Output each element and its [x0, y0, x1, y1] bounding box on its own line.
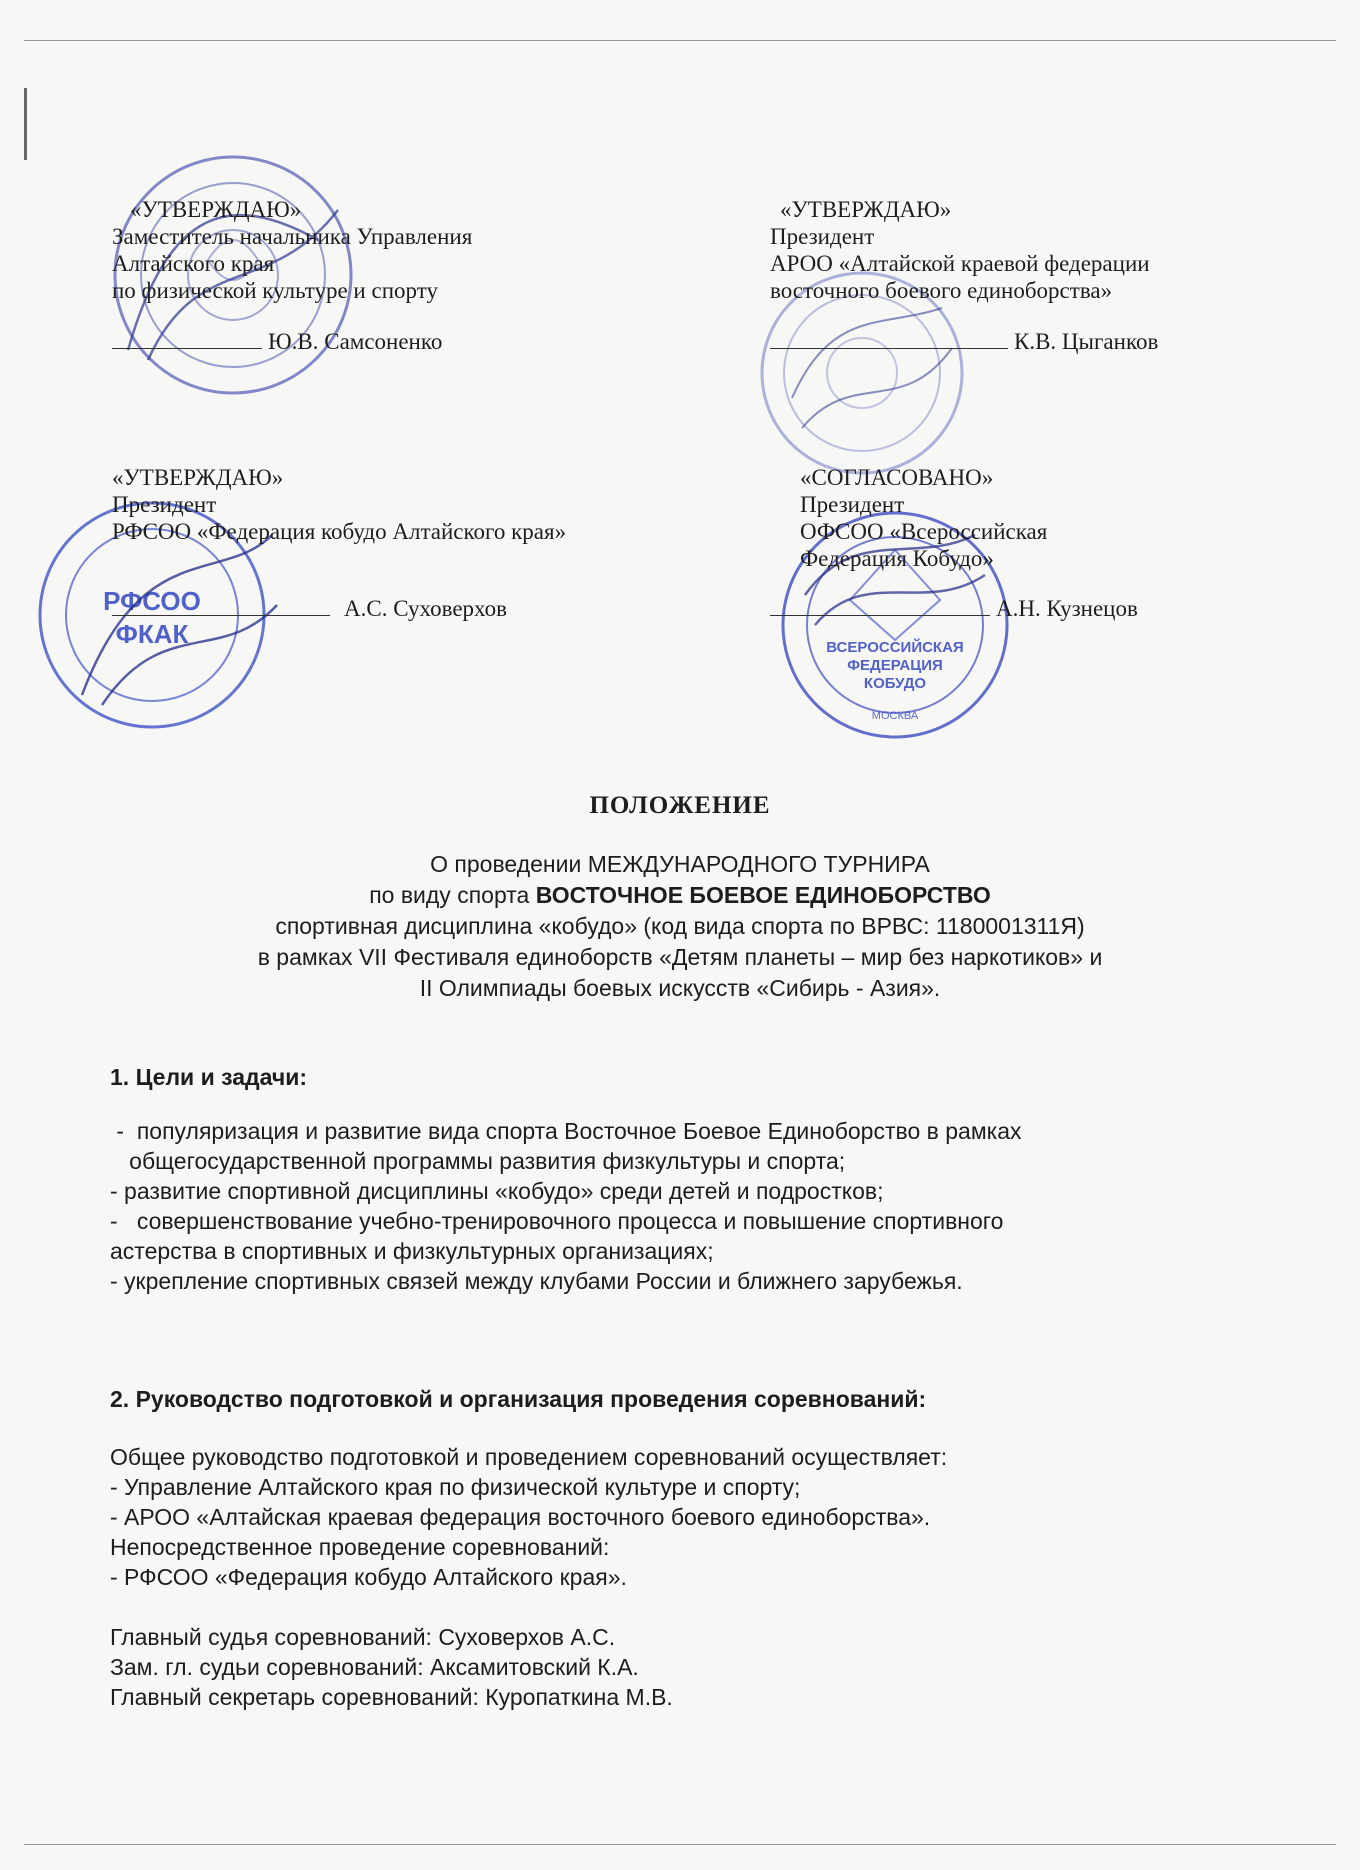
approval-line: Федерация Кобудо»	[800, 546, 994, 571]
signature-line	[770, 328, 1158, 355]
goal-item: астерства в спортивных и физкультурных организациях;	[110, 1238, 714, 1264]
approval-line: Президент	[800, 492, 905, 517]
goal-item: - укрепление спортивных связей между клубами России и ближнего зарубежья.	[110, 1268, 963, 1294]
stamp-text-rfsoo: РФСОО	[103, 586, 201, 616]
signature-blank	[770, 597, 990, 616]
organization-line: - АРОО «Алтайская краевая федерация восточного боевого единоборства».	[110, 1504, 931, 1530]
approval-heading: «УТВЕРЖДАЮ»	[130, 197, 302, 222]
approval-line: Президент	[112, 492, 217, 517]
official-line: Главный секретарь соревнований: Куропаткина М.В.	[110, 1684, 673, 1710]
subtitle-line-1: О проведении МЕЖДУНАРОДНОГО ТУРНИРА	[430, 851, 930, 877]
subtitle-line-5: II Олимпиады боевых искусств «Сибирь - Азия».	[419, 975, 941, 1001]
signature-blank	[770, 330, 1008, 349]
stamp-text-city: МОСКВА	[871, 710, 919, 722]
approval-line: ОФСОО «Всероссийская	[800, 519, 1048, 544]
approval-block-bottom-left	[112, 464, 566, 622]
top-border-line	[24, 40, 1336, 41]
approval-block-bottom-right	[800, 464, 1138, 622]
organization-line: Непосредственное проведение соревнований:	[110, 1534, 610, 1560]
section-organization	[110, 1384, 1270, 1712]
approval-line: Заместитель начальника Управления	[112, 224, 473, 249]
goal-item: общегосударственной программы развития физкультуры и спорта;	[110, 1148, 846, 1174]
approval-line: по физической культуре и спорту	[112, 278, 438, 303]
subtitle-line-4: в рамках VII Фестиваля единоборств «Детям планеты – мир без наркотиков» и	[257, 944, 1103, 970]
bottom-border-line	[24, 1844, 1336, 1845]
signatory-name: А.Н. Кузнецов	[996, 596, 1138, 621]
organization-line: - Управление Алтайского края по физической культуре и спорту;	[110, 1474, 801, 1500]
organization-line: Общее руководство подготовкой и проведением соревнований осуществляет:	[110, 1444, 948, 1470]
official-line: Зам. гл. судьи соревнований: Аксамитовский К.А.	[110, 1654, 639, 1680]
stamp-text-line3: КОБУДО	[863, 675, 927, 692]
approval-block-top-right	[770, 196, 1158, 355]
subtitle-sport-prefix: по виду спорта	[369, 882, 536, 908]
approval-heading: «УТВЕРЖДАЮ»	[112, 465, 284, 490]
subtitle-line-2	[0, 880, 1360, 911]
signatory-name: Ю.В. Самсоненко	[268, 329, 443, 354]
signature-line	[770, 595, 1138, 622]
section-heading: 1. Цели и задачи:	[110, 1064, 308, 1090]
signature-line	[112, 328, 472, 355]
signature-blank	[112, 597, 330, 616]
signatory-name: К.В. Цыганков	[1014, 329, 1159, 354]
approval-line: восточного боевого единоборства»	[770, 278, 1113, 303]
approval-line: РФСОО «Федерация кобудо Алтайского края»	[112, 519, 567, 544]
official-line: Главный судья соревнований: Суховерхов А.С.	[110, 1624, 616, 1650]
organization-line: - РФСОО «Федерация кобудо Алтайского края».	[110, 1564, 627, 1590]
signature-line	[112, 595, 566, 622]
section-goals	[110, 1062, 1270, 1296]
approval-heading: «УТВЕРЖДАЮ»	[780, 197, 952, 222]
approval-line: Президент	[770, 224, 875, 249]
goal-item: - совершенствование учебно-тренировочного процесса и повышение спортивного	[110, 1208, 1004, 1234]
approval-heading: «СОГЛАСОВАНО»	[800, 465, 994, 490]
document-subtitle	[0, 849, 1360, 1004]
goal-item: - развитие спортивной дисциплины «кобудо» среди детей и подростков;	[110, 1178, 884, 1204]
approval-line: Алтайского края	[112, 251, 275, 276]
document-title: ПОЛОЖЕНИЕ	[589, 792, 771, 819]
signature-blank	[112, 330, 262, 349]
approval-line: АРОО «Алтайской краевой федерации	[770, 251, 1150, 276]
subtitle-sport-name: ВОСТОЧНОЕ БОЕВОЕ ЕДИНОБОРСТВО	[535, 882, 991, 908]
subtitle-line-3: спортивная дисциплина «кобудо» (код вида спорта по ВРВС: 1180001311Я)	[275, 913, 1085, 939]
stamp-text-line2: ФЕДЕРАЦИЯ	[847, 657, 943, 674]
scan-artifact-bar	[24, 88, 27, 160]
stamp-text-fkak: ФКАК	[115, 619, 189, 649]
section-heading: 2. Руководство подготовкой и организация проведения соревнований:	[110, 1386, 927, 1412]
signatory-name: А.С. Суховерхов	[344, 596, 508, 621]
goal-item: - популяризация и развитие вида спорта Восточное Боевое Единоборство в рамках	[110, 1118, 1022, 1144]
stamp-text-line1: ВСЕРОССИЙСКАЯ	[826, 639, 964, 656]
approval-block-top-left	[112, 196, 472, 355]
